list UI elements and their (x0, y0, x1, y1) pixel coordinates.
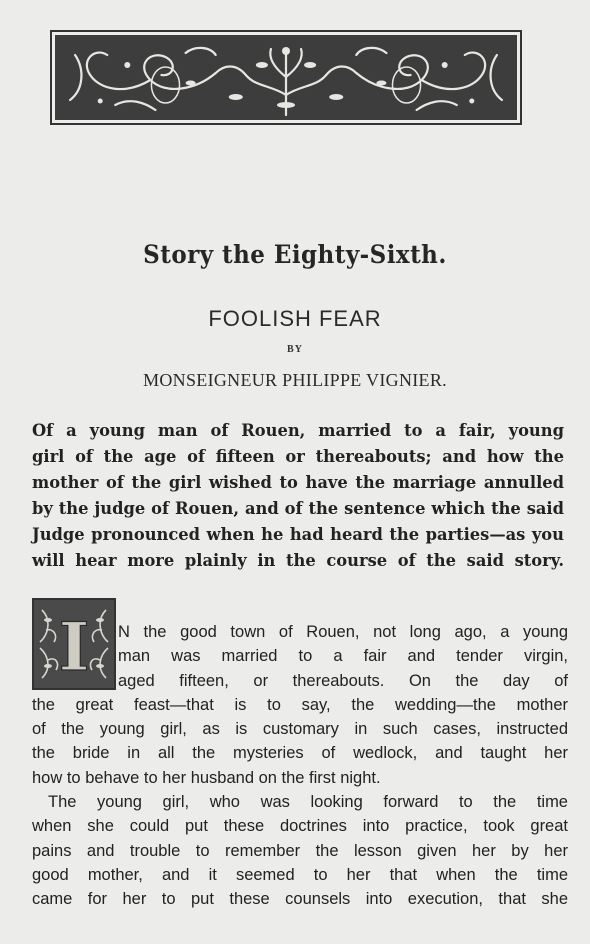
body-line: The young girl, who was looking forward to the time (48, 793, 568, 812)
by-label: BY (287, 344, 303, 355)
story-summary (32, 418, 564, 574)
floral-ornament-icon (55, 35, 517, 120)
body-line: the great feast—that is to say, the wedding—the mother (32, 695, 568, 714)
headpiece-panel (55, 35, 517, 120)
story-subtitle: FOOLISH FEAR (208, 306, 382, 331)
ornamental-headpiece (50, 30, 522, 125)
story-body (32, 620, 568, 912)
body-line: the bride in all the mysteries of wedlock, and taught her (32, 744, 568, 763)
story-title: Story the Eighty-Sixth. (143, 240, 447, 269)
body-line: good mother, and it seemed to her that when the time (32, 865, 568, 884)
summary-line: by the judge of Rouen, and of the sentence which the said (32, 499, 564, 518)
body-line: aged fifteen, or thereabouts. On the day of (118, 671, 568, 690)
body-line: of the young girl, as is customary in such cases, instructed (32, 720, 568, 739)
summary-line: mother of the girl wished to have the marriage annulled (32, 473, 564, 492)
body-line: how to behave to her husband on the first night. (32, 768, 381, 787)
author-name: MONSEIGNEUR PHILIPPE VIGNIER. (143, 370, 447, 390)
body-line: came for her to put these counsels into execution, that she (32, 890, 568, 909)
summary-line: will hear more plainly in the course of the said story. (32, 551, 564, 570)
summary-line: girl of the age of fifteen or thereabouts; and how the (32, 447, 564, 466)
summary-line: Judge pronounced when he had heard the parties—as you (32, 525, 564, 544)
body-line: pains and trouble to remember the lesson given her by her (32, 841, 568, 860)
body-line: man was married to a fair and tender virgin, (118, 647, 568, 666)
drop-cap-letter: I (58, 608, 90, 686)
body-line: when she could put these doctrines into practice, took great (32, 817, 568, 836)
summary-line: Of a young man of Rouen, married to a fair, young (32, 421, 564, 440)
body-line: N the good town of Rouen, not long ago, a young (118, 623, 568, 641)
